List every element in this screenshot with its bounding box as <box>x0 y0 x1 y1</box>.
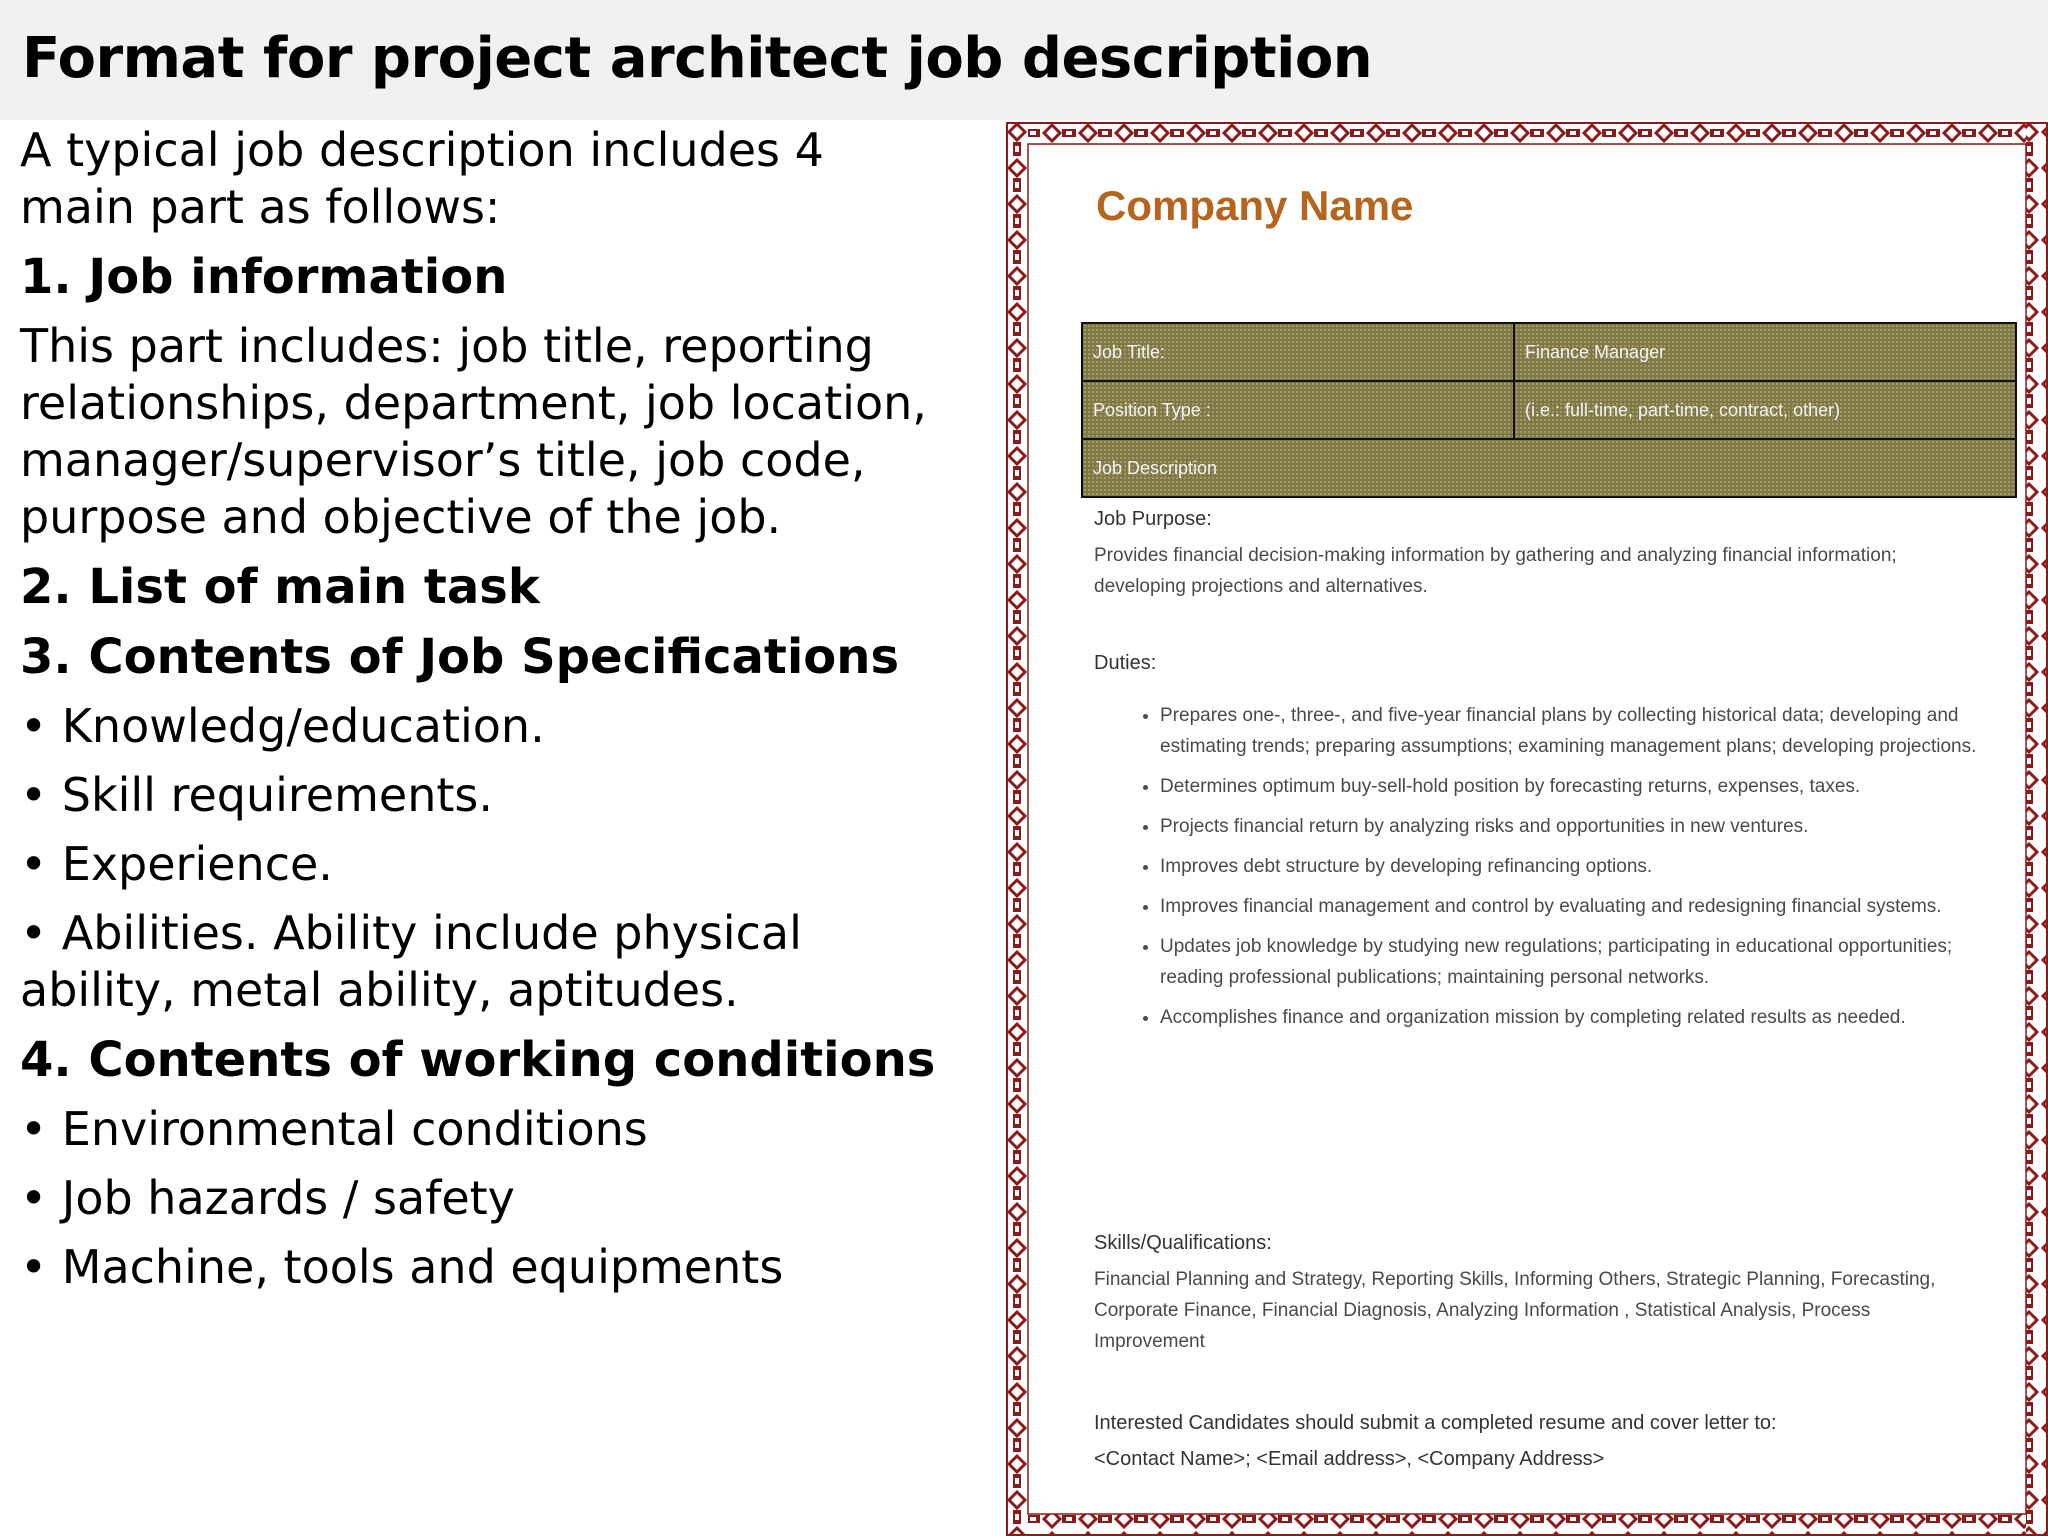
heading-job-specifications: 3. Contents of Job Specifications <box>20 629 900 685</box>
bullet-environmental: • Environmental conditions <box>20 1102 648 1156</box>
left-text-column <box>20 122 1010 1296</box>
position-type-label: Position Type : <box>1082 381 1514 439</box>
table-row <box>1082 439 2016 497</box>
position-type-value: (i.e.: full-time, part-time, contract, other) <box>1514 381 2016 439</box>
skills-text: Financial Planning and Strategy, Reporting Skills, Informing Others, Strategic Planning, Forecasting, Corporate Finance, Financial Diagnosis, Analyzing Information , Statistical Analysis, Process Improvement <box>1094 1269 1936 1352</box>
bullet-abilities: • Abilities. Ability include physical ability, metal ability, aptitudes. <box>20 906 802 1017</box>
job-purpose-heading: Job Purpose: <box>1094 508 1212 530</box>
bullet-hazards: • Job hazards / safety <box>20 1171 515 1225</box>
job-description-document-image <box>1006 122 2048 1536</box>
slide-title: Format for project architect job description <box>22 26 1373 91</box>
bullet-experience: • Experience. <box>20 837 333 891</box>
job-title-label: Job Title: <box>1082 323 1514 381</box>
heading-working-conditions: 4. Contents of working conditions <box>20 1032 936 1088</box>
skills-heading: Skills/Qualifications: <box>1094 1232 1272 1254</box>
list-item: • Accomplishes finance and organization mission by completing related results as needed. <box>1160 1002 2020 1033</box>
intro-text: A typical job description includes 4 main part as follows: <box>20 123 824 234</box>
title-bar <box>0 0 2048 120</box>
bullet-knowledge: • Knowledg/education. <box>20 699 545 753</box>
job-purpose-text: Provides financial decision-making information by gathering and analyzing financial information; developing projections and alternatives. <box>1094 545 1897 597</box>
list-item: • Determines optimum buy-sell-hold position by forecasting returns, expenses, taxes. <box>1160 771 2020 802</box>
job-information-text: This part includes: job title, reporting relationships, department, job location, manager/supervisor’s title, job code, purpose and objective of the job. <box>20 319 927 544</box>
contact-text: <Contact Name>; <Email address>, <Company Address> <box>1094 1448 1605 1470</box>
job-description-label: Job Description <box>1082 439 2016 497</box>
table-row <box>1082 381 2016 439</box>
bullet-skill: • Skill requirements. <box>20 768 493 822</box>
job-info-table <box>1081 322 2017 498</box>
document-content <box>1006 122 2048 1536</box>
contact-heading: Interested Candidates should submit a completed resume and cover letter to: <box>1094 1412 1777 1434</box>
duties-heading: Duties: <box>1094 652 1157 674</box>
list-item: • Projects financial return by analyzing risks and opportunities in new ventures. <box>1160 811 2020 842</box>
company-name: Company Name <box>1096 182 1414 229</box>
heading-job-information: 1. Job information <box>20 249 508 305</box>
list-item: • Prepares one-, three-, and five-year financial plans by collecting historical data; developing and estimating trends; preparing assumptions; examining management plans; developing projections. <box>1160 700 2020 762</box>
table-row <box>1082 323 2016 381</box>
list-item: • Updates job knowledge by studying new regulations; participating in educational opportunities; reading professional publications; maintaining personal networks. <box>1160 931 2020 993</box>
list-item: • Improves financial management and control by evaluating and redesigning financial systems. <box>1160 891 2020 922</box>
job-title-value: Finance Manager <box>1514 323 2016 381</box>
duties-list <box>1116 700 2020 1042</box>
list-item: • Improves debt structure by developing refinancing options. <box>1160 851 2020 882</box>
heading-main-task: 2. List of main task <box>20 559 540 615</box>
bullet-machines: • Machine, tools and equipments <box>20 1240 784 1294</box>
